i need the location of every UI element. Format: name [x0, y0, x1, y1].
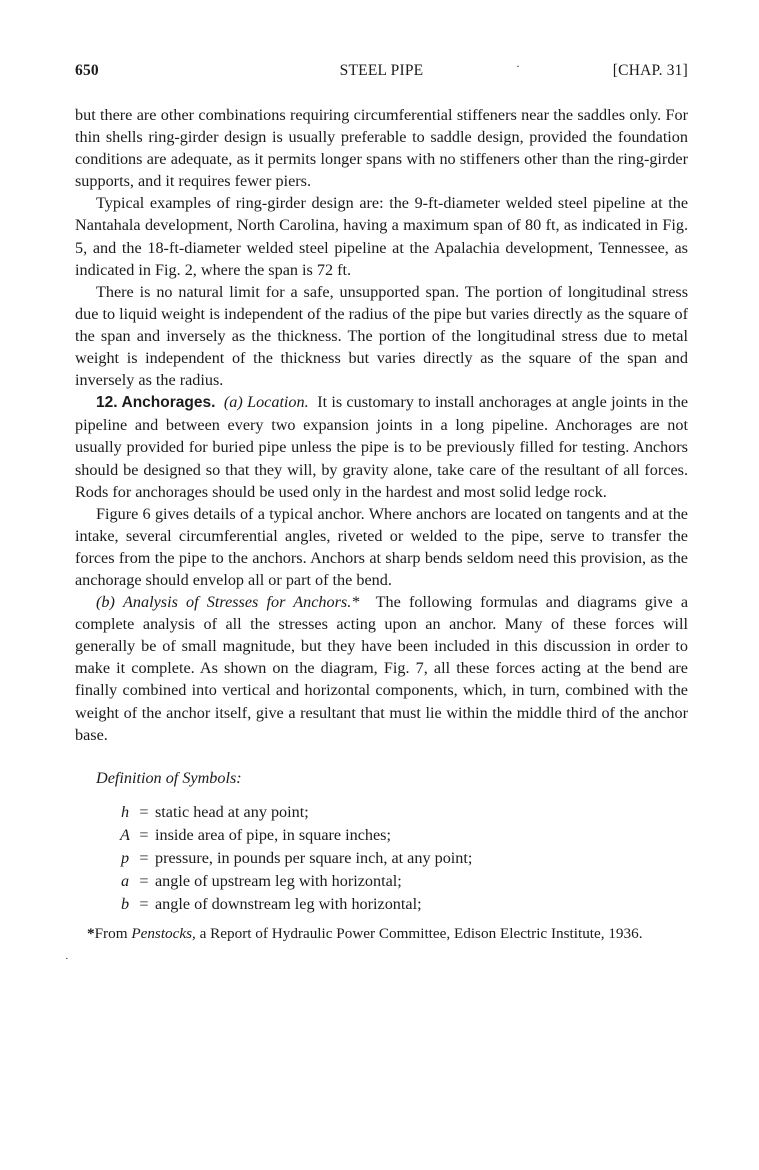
paragraph-5: Figure 6 gives details of a typical anchor. Where anchors are located on tangents and at the intake, several circumferential angles, riveted or welded to the pipe, serve to transfer the forces from the pipe to the anchors. Anchors at sharp bends seldom need this provision, as the anchorage should envelop all or part of the bend. — [75, 504, 688, 589]
equals-sign: = — [139, 802, 149, 821]
body-text — [75, 104, 688, 746]
paragraph-3: There is no natural limit for a safe, unsupported span. The portion of longitudinal stress due to liquid weight is independent of the radius of the pipe but varies directly as the square of the span and inversely as the thickness. The portion of the longitudinal stress due to metal weight is independent of the thickness but varies directly as the square of the span and inversely as the radius. — [75, 282, 688, 390]
subsection-title: Location. — [247, 393, 309, 412]
symbol: A — [120, 825, 130, 844]
paragraph-2: Typical examples of ring-girder design are: the 9-ft-diameter welded steel pipeline at the Nantahala development, North Carolina, having a maximum span of 80 ft, as indicated in Fig. 5, and the 18-ft-diameter welded steel pipeline at the Apalachia development, Tennessee, as indicated in Fig. 2, where the span is 72 ft. — [75, 194, 688, 279]
analysis-text: The following formulas and diagrams give a complete analysis of all the stresses acting upon an anchor. Many of these forces will generally be of small magnitude, but they have been included in this discussion in order to make it complete. As shown on the diagram, Fig. 7, all these forces acting at the bend are finally combined into vertical and horizontal components, which, in turn, combined with the weight of the anchor itself, give a resultant that must lie within the middle third of the anchor base. — [75, 593, 688, 744]
paragraph-1: but there are other combinations requiring circumferential stiffeners near the saddles only. For thin shells ring-girder design is usually preferable to saddle design, provided the foundation conditions are adequate, as it permits longer spans with no stiffeners other than the ring-girder supports, and it requires fewer piers. — [75, 106, 688, 191]
analysis-title: Analysis of Stresses for Anchors.* — [123, 593, 360, 612]
subsection-text: It is customary to install anchorages at angle joints in the pipeline and between every two expansion joints in a long pipeline. Anchorages are not usually provided for buried pipe unless the pipe is to be previously filled for testing. Anchors should be designed so that they will, by gravity alone, take care of the resultant of all forces. Rods for anchorages should be used only in the hardest and most solid ledge rock. — [75, 393, 689, 501]
paragraph-analysis — [75, 591, 688, 746]
symbol-definition: static head at any point; — [155, 802, 309, 821]
analysis-label: (b) — [96, 593, 115, 612]
equals-sign: = — [139, 871, 149, 890]
symbol-definition: angle of upstream leg with horizontal; — [155, 871, 402, 890]
symbol-row — [117, 847, 688, 870]
footnote-prefix: From — [94, 924, 132, 942]
running-header — [75, 59, 688, 88]
section-heading: 12. Anchorages. — [96, 394, 216, 412]
chapter-label: [CHAP. 31] — [612, 62, 688, 79]
equals-sign: = — [139, 894, 149, 913]
symbol: p — [120, 848, 130, 867]
stray-mark: · — [516, 59, 521, 73]
definitions-heading: Definition of Symbols: — [96, 768, 242, 787]
symbol: h — [120, 802, 130, 821]
paragraph-anchorages — [75, 391, 688, 502]
symbol-row — [117, 801, 688, 824]
symbol: a — [120, 871, 130, 890]
symbol-definition: angle of downstream leg with horizontal; — [155, 894, 422, 913]
footnote — [75, 924, 688, 943]
symbol-row — [117, 893, 688, 916]
equals-sign: = — [139, 825, 149, 844]
symbol-row — [117, 870, 688, 893]
equals-sign: = — [139, 848, 149, 867]
symbol-list — [117, 801, 688, 916]
symbol-definition: pressure, in pounds per square inch, at any point; — [155, 848, 473, 867]
symbol-row — [117, 824, 688, 847]
footnote-source-title: Penstocks, — [131, 924, 196, 942]
page-number: 650 — [75, 62, 99, 79]
footnote-text: a Report of Hydraulic Power Committee, Edison Electric Institute, 1936. — [195, 924, 643, 942]
footnote-marker: * — [87, 924, 95, 942]
running-title: STEEL PIPE — [339, 62, 424, 79]
subsection-label: (a) — [223, 393, 243, 412]
margin-dot: · — [65, 953, 69, 965]
symbol-definition: inside area of pipe, in square inches; — [155, 825, 391, 844]
symbol: b — [120, 894, 130, 913]
page — [65, 59, 689, 965]
